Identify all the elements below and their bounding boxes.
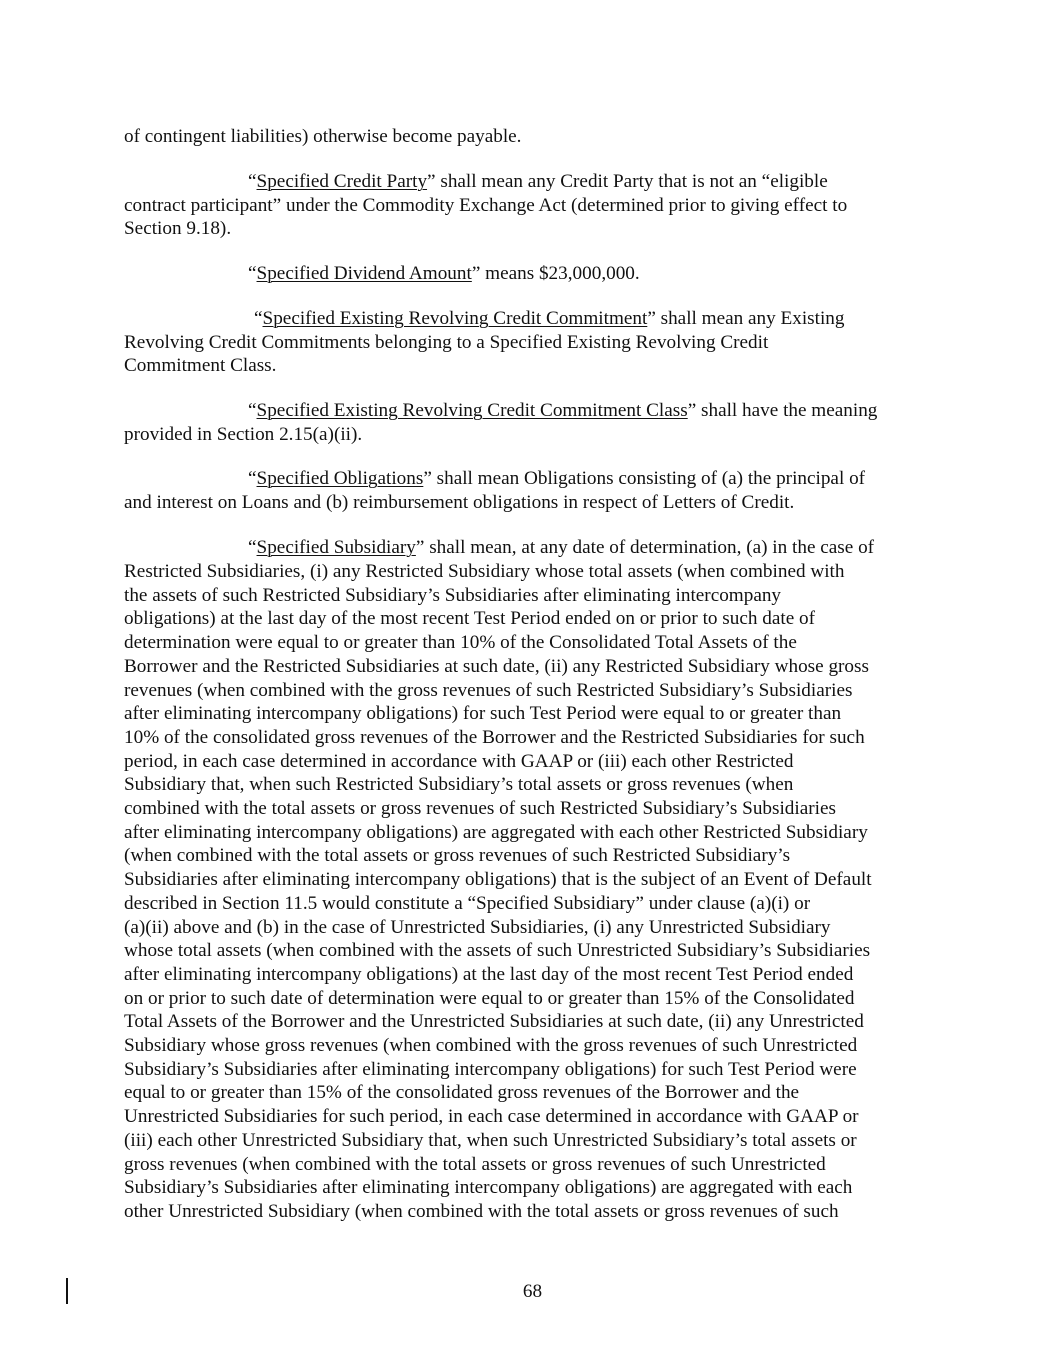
definition-first-line <box>248 399 877 423</box>
paragraph-line: of contingent liabilities) otherwise become payable. <box>124 126 522 147</box>
paragraph-line: determination were equal to or greater than 10% of the Consolidated Total Assets of the <box>124 632 797 654</box>
paragraph-line: period, in each case determined in accordance with GAAP or (iii) each other Restricted <box>124 750 794 772</box>
paragraph-line: gross revenues (when combined with the total assets or gross revenues of such Unrestricted <box>124 1153 826 1175</box>
defined-term: Specified Credit Party <box>256 171 428 192</box>
open-quote: “ <box>254 308 263 329</box>
open-quote: “ <box>248 400 257 421</box>
open-quote: “ <box>248 537 257 558</box>
paragraph-line: (a)(ii) above and (b) in the case of Unrestricted Subsidiaries, (i) any Unrestricted Subsidiary <box>124 916 831 938</box>
paragraph-line: Total Assets of the Borrower and the Unrestricted Subsidiaries at such date, (ii) any Unrestricted <box>124 1011 864 1033</box>
definition-first-line <box>248 536 874 560</box>
definition-text: ” means $23,000,000. <box>471 263 640 284</box>
paragraph-line: Subsidiaries after eliminating intercompany obligations) that is the subject of an Event of Default <box>124 869 872 891</box>
paragraph-line: provided in Section 2.15(a)(ii). <box>124 424 363 445</box>
definition-text: ” shall mean, at any date of determination, (a) in the case of <box>415 537 875 558</box>
defined-term: Specified Subsidiary <box>256 537 416 558</box>
paragraph-line: (iii) each other Unrestricted Subsidiary that, when such Unrestricted Subsidiary’s total assets or <box>124 1129 857 1151</box>
open-quote: “ <box>248 263 257 284</box>
defined-term: Specified Obligations <box>256 468 424 489</box>
paragraph-line: contract participant” under the Commodity Exchange Act (determined prior to giving effect to <box>124 195 848 216</box>
paragraph-line: Restricted Subsidiaries, (i) any Restricted Subsidiary whose total assets (when combined with <box>124 561 845 582</box>
open-quote: “ <box>248 171 257 192</box>
paragraph-line: revenues (when combined with the gross revenues of such Restricted Subsidiary’s Subsidiaries <box>124 679 853 701</box>
paragraph-line: Borrower and the Restricted Subsidiaries at such date, (ii) any Restricted Subsidiary whose gross <box>124 655 869 677</box>
paragraph-line: after eliminating intercompany obligations) for such Test Period were equal to or greater than <box>124 703 842 725</box>
definition-first-line <box>248 262 640 286</box>
defined-term: Specified Dividend Amount <box>256 263 472 284</box>
open-quote: “ <box>248 468 257 489</box>
paragraph-line: combined with the total assets or gross revenues of such Restricted Subsidiary’s Subsidiaries <box>124 798 836 819</box>
paragraph-line: Subsidiary’s Subsidiaries after eliminating intercompany obligations) are aggregated with each <box>124 1177 853 1199</box>
paragraph-line: Subsidiary whose gross revenues (when combined with the gross revenues of such Unrestricted <box>124 1035 858 1056</box>
paragraph-line: Revolving Credit Commitments belonging to a Specified Existing Revolving Credit <box>124 332 769 353</box>
paragraph-line: Section 9.18). <box>124 218 232 239</box>
paragraph-line: after eliminating intercompany obligations) at the last day of the most recent Test Period ended <box>124 963 854 985</box>
paragraph-line: Subsidiary’s Subsidiaries after eliminating intercompany obligations) for such Test Period were <box>124 1058 857 1080</box>
paragraph-line: other Unrestricted Subsidiary (when combined with the total assets or gross revenues of such <box>124 1200 839 1222</box>
definition-first-line <box>248 467 865 491</box>
paragraph-line: (when combined with the total assets or gross revenues of such Restricted Subsidiary’s <box>124 845 791 867</box>
paragraph-line: the assets of such Restricted Subsidiary’s Subsidiaries after eliminating intercompany <box>124 584 782 606</box>
paragraph-line: on or prior to such date of determination were equal to or greater than 15% of the Consolidated <box>124 987 855 1009</box>
paragraph-line: Commitment Class. <box>124 355 277 376</box>
paragraph-line: whose total assets (when combined with the assets of such Unrestricted Subsidiary’s Subsidiaries <box>124 940 871 962</box>
paragraph-line: and interest on Loans and (b) reimbursement obligations in respect of Letters of Credit. <box>124 492 795 513</box>
definition-first-line <box>248 170 828 194</box>
paragraph-line: equal to or greater than 15% of the consolidated gross revenues of the Borrower and the <box>124 1082 800 1104</box>
defined-term: Specified Existing Revolving Credit Commitment <box>262 308 648 329</box>
definition-first-line <box>254 307 844 331</box>
paragraph-line: obligations) at the last day of the most recent Test Period ended on or prior to such date of <box>124 608 816 630</box>
definition-text: ” shall mean any Existing <box>647 308 845 329</box>
paragraph-line: described in Section 11.5 would constitute a “Specified Subsidiary” under clause (a)(i) or <box>124 892 811 914</box>
definition-text: ” shall mean any Credit Party that is not an “eligible <box>427 171 828 192</box>
paragraph-line: 10% of the consolidated gross revenues of the Borrower and the Restricted Subsidiaries for such <box>124 726 865 748</box>
paragraph-line: Subsidiary that, when such Restricted Subsidiary’s total assets or gross revenues (when <box>124 774 794 796</box>
page-number: 68 <box>522 1281 543 1302</box>
definition-text: ” shall have the meaning <box>687 400 878 421</box>
paragraph-line: after eliminating intercompany obligations) are aggregated with each other Restricted Subsidiary <box>124 821 868 843</box>
definition-text: ” shall mean Obligations consisting of (a) the principal of <box>423 468 866 489</box>
paragraph-line: Unrestricted Subsidiaries for such period, in each case determined in accordance with GAAP or <box>124 1106 859 1128</box>
defined-term: Specified Existing Revolving Credit Commitment Class <box>256 400 688 421</box>
